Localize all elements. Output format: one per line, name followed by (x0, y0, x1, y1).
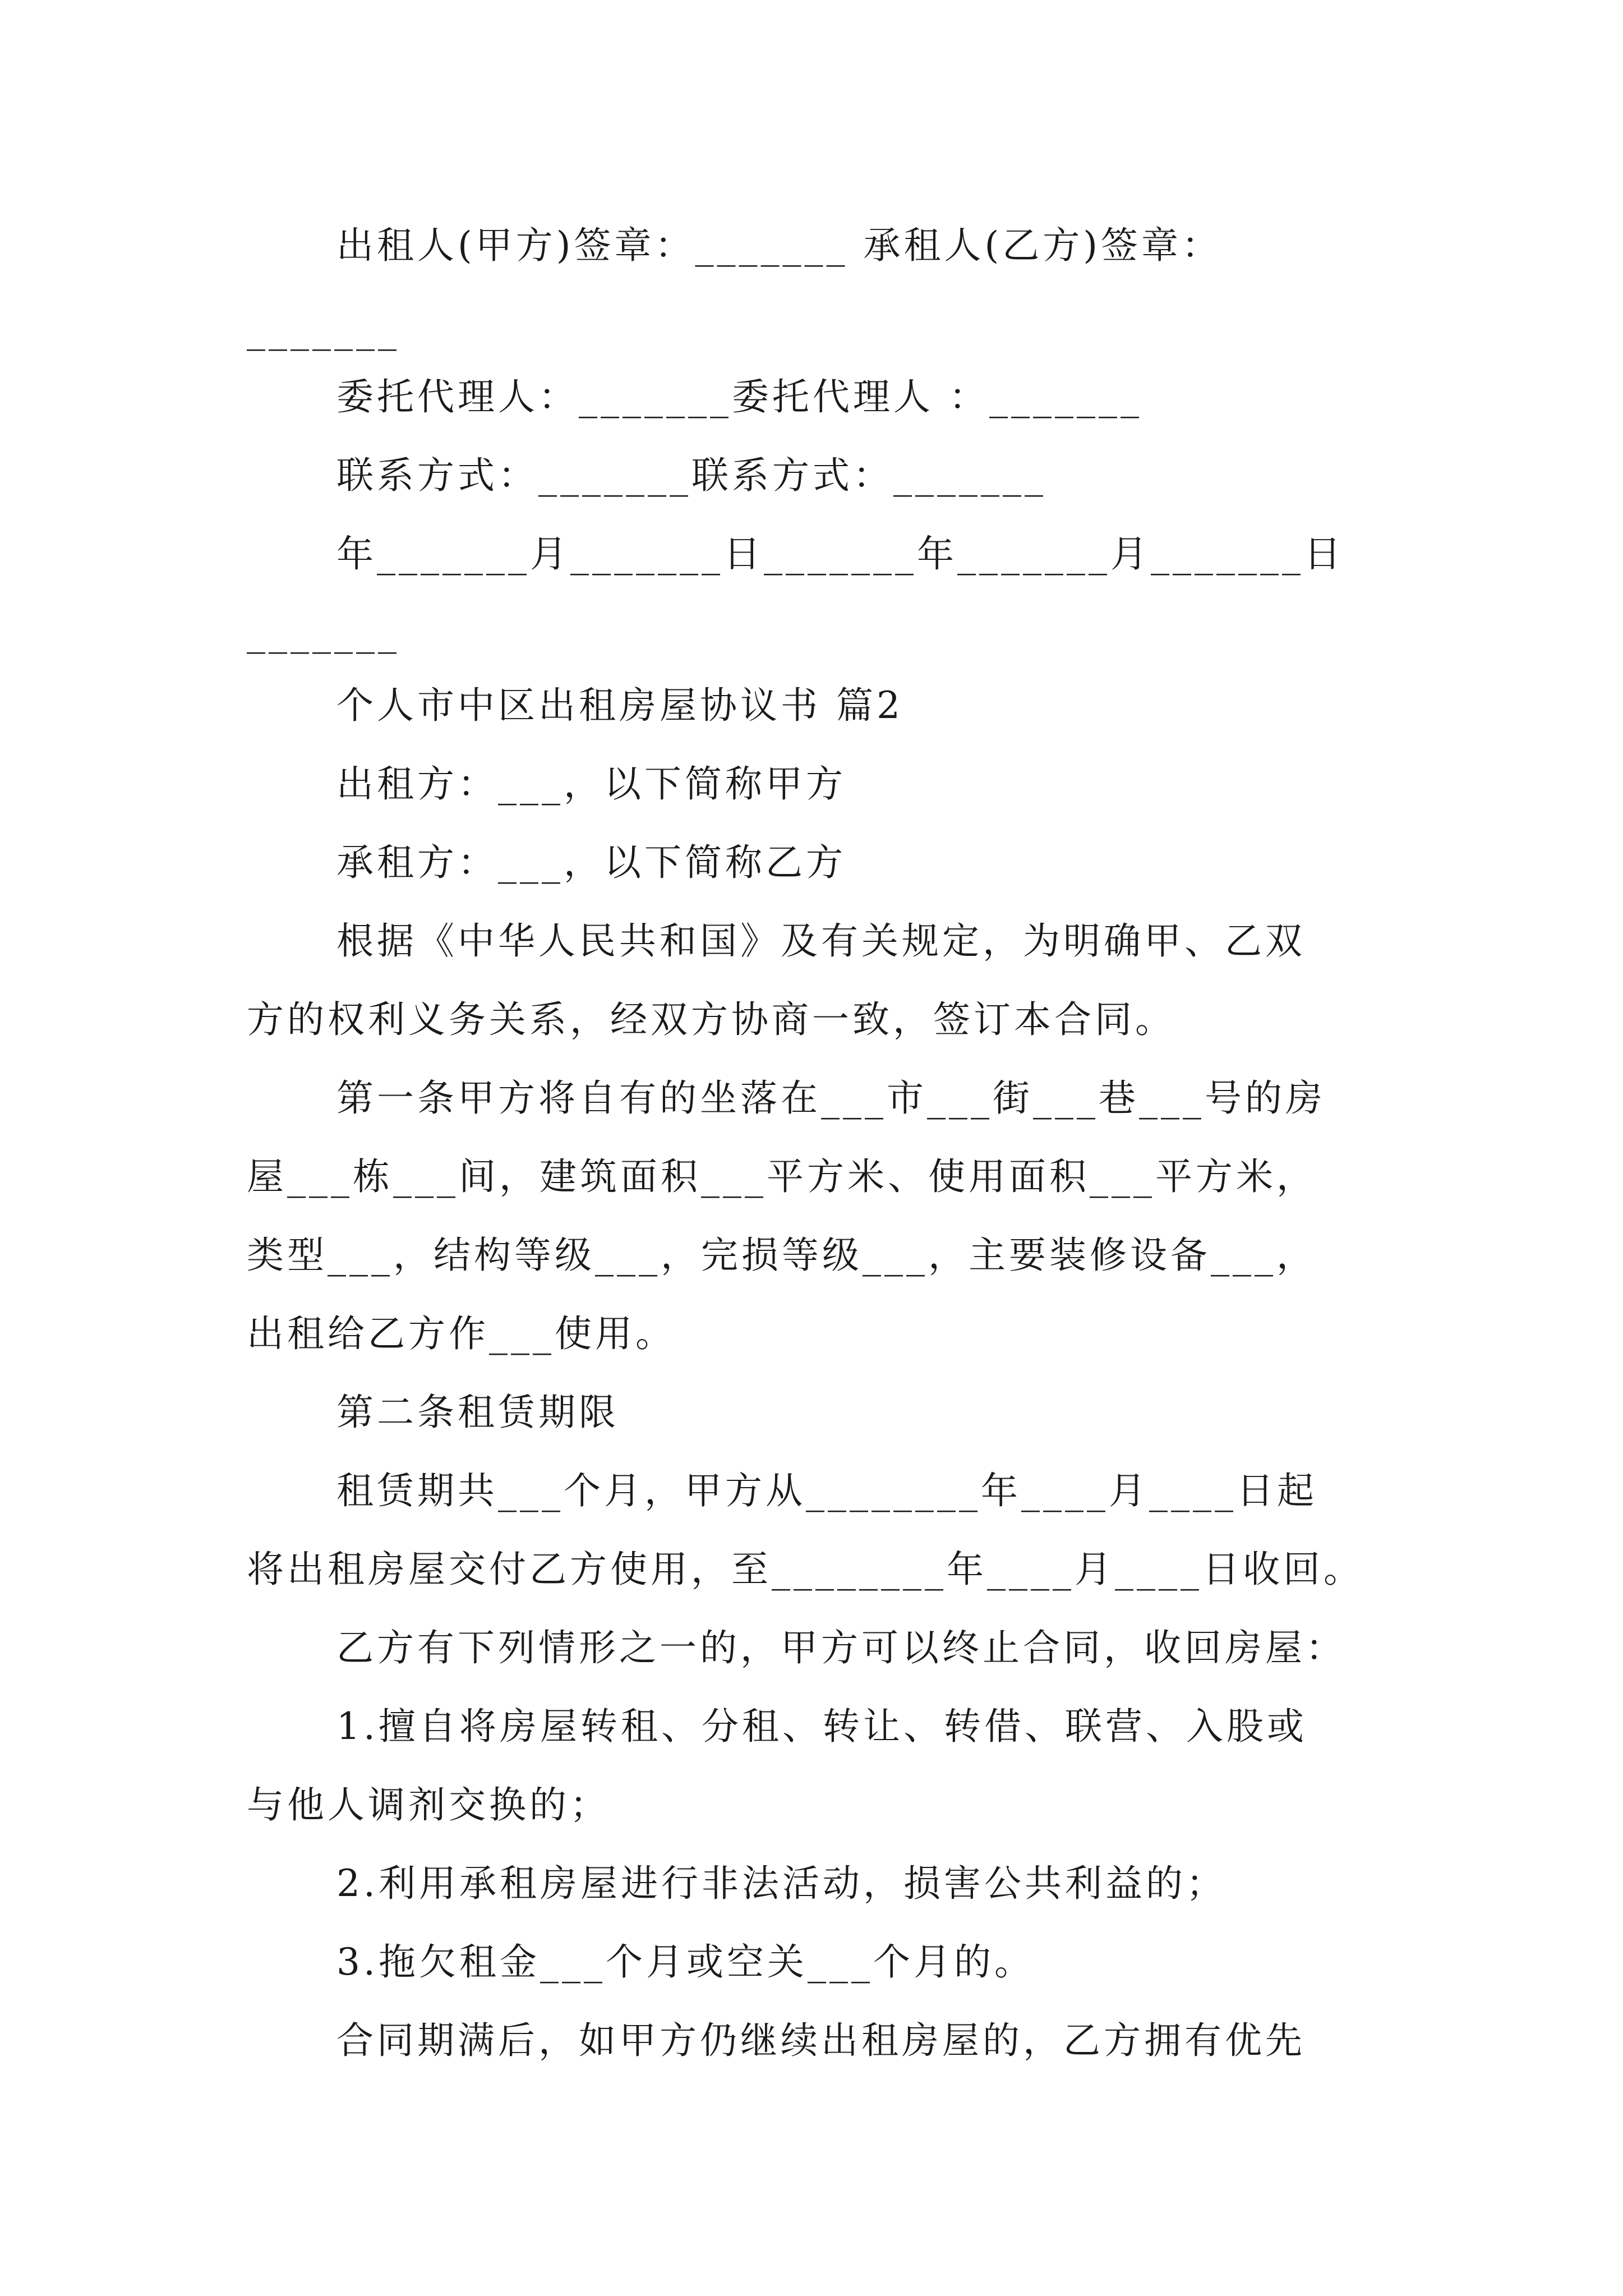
paragraph-line: 类型___，结构等级___，完损等级___，主要装修设备___， (247, 1234, 1317, 1277)
list-item: 2.利用承租房屋进行非法活动，损害公共利益的； (336, 1862, 1227, 1905)
date-blank: _______ (247, 611, 400, 654)
lessee-line: 承租方：___，以下简称乙方 (336, 841, 846, 884)
paragraph-line: 根据《中华人民共和国》及有关规定，为明确甲、乙双 (336, 919, 1306, 963)
date-line: 年_______月_______日_______年_______月_______日 (336, 532, 1344, 576)
paragraph-line: 方的权利义务关系，经双方协商一致，签订本合同。 (247, 998, 1175, 1041)
paragraph-line: 租赁期共___个月，甲方从________年____月____日起 (336, 1469, 1317, 1512)
agent-line: 委托代理人：_______委托代理人 ：_______ (336, 375, 1142, 418)
article-heading: 第二条租赁期限 (336, 1391, 619, 1434)
section-heading: 个人市中区出租房屋协议书 篇2 (336, 684, 903, 727)
signature-blank: _______ (247, 308, 400, 351)
paragraph-line: 合同期满后，如甲方仍继续出租房屋的，乙方拥有优先 (336, 2019, 1306, 2062)
paragraph-line: 乙方有下列情形之一的，甲方可以终止合同，收回房屋： (336, 1626, 1346, 1669)
paragraph-line: 第一条甲方将自有的坐落在___市___街___巷___号的房 (336, 1076, 1326, 1120)
list-item: 1.擅自将房屋转租、分租、转让、转借、联营、入股或 (336, 1705, 1307, 1748)
lessor-line: 出租方：___，以下简称甲方 (336, 762, 846, 806)
signature-line-parties: 出租人(甲方)签章：_______ 承租人(乙方)签章： (336, 224, 1222, 267)
paragraph-line: 出租给乙方作___使用。 (247, 1312, 676, 1355)
contact-line: 联系方式：_______联系方式：_______ (336, 454, 1046, 497)
paragraph-line: 将出租房屋交付乙方使用，至________年____月____日收回。 (247, 1548, 1364, 1591)
paragraph-line: 屋___栋___间，建筑面积___平方米、使用面积___平方米， (247, 1155, 1317, 1198)
list-item-continuation: 与他人调剂交换的； (247, 1783, 610, 1826)
list-item: 3.拖欠租金___个月或空关___个月的。 (336, 1940, 1035, 1984)
